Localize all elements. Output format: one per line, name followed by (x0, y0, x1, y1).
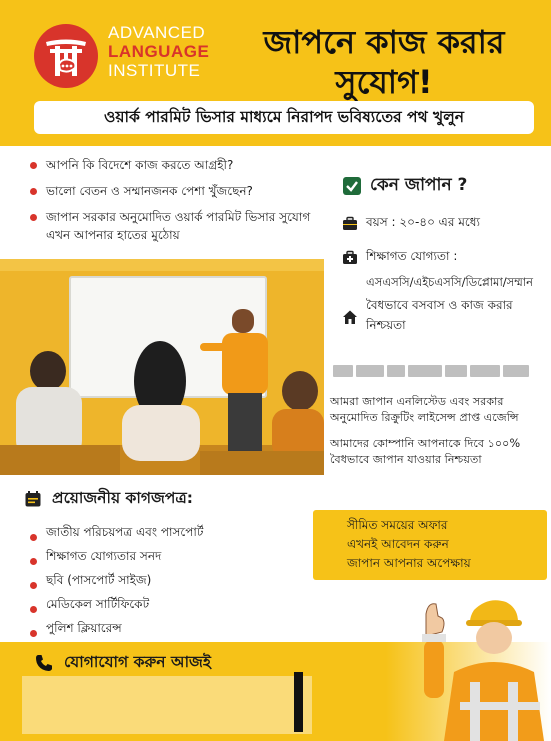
document-item-text: জাতীয় পরিচয়পত্র এবং পাসপোর্ট (46, 525, 204, 539)
offer-line-3: জাপান আপনার অপেক্ষায় (347, 556, 471, 570)
classroom-illustration (0, 259, 324, 475)
worker-thumbs-up-icon (414, 592, 551, 741)
bullet-item (24, 208, 324, 244)
bullet-dot-icon (30, 558, 37, 565)
institute-logo (34, 24, 98, 88)
agency-guarantee-text: আমাদের কোম্পানি আপনাকে দিবে ১০০% বৈধভাবে জাপান যাওয়ার নিশ্চয়তা (330, 437, 521, 466)
list-item (24, 594, 314, 618)
list-item (24, 546, 314, 570)
education-requirement (342, 248, 542, 268)
why-japan-title-text: কেন জাপান ? (370, 175, 468, 195)
contact-divider-mark (294, 672, 303, 732)
residence-guarantee (342, 297, 542, 337)
torii-gate-icon (34, 24, 98, 88)
required-documents (24, 486, 314, 642)
document-item-text: মেডিকেল সার্টিফিকেট (46, 597, 150, 611)
list-item (24, 570, 314, 594)
contact-title-text: যোগাযোগ করুন আজই (64, 653, 211, 671)
tagline-text: ওয়ার্ক পারমিট ভিসার মাধ্যমে নিরাপদ ভবিষ্যতের পথ খুলুন (104, 107, 464, 126)
why-japan-title (342, 172, 542, 200)
contact-details-area (22, 676, 312, 734)
education-label: শিক্ষাগত যোগ্যতা : (366, 249, 458, 263)
list-item (24, 618, 314, 642)
calendar-icon (24, 490, 42, 508)
bullet-dot-icon (30, 606, 37, 613)
age-requirement (342, 214, 542, 234)
logo-line-language: LANGUAGE (108, 42, 210, 61)
bullet-text: ভালো বেতন ও সম্মানজনক পেশা খুঁজছেন? (46, 184, 253, 198)
contact-title (34, 650, 211, 676)
document-item-text: শিক্ষাগত যোগ্যতার সনদ (46, 549, 162, 563)
age-requirement-text: বয়স : ২০-৪০ এর মধ্যে (366, 215, 480, 229)
bullet-dot-icon (30, 534, 37, 541)
agency-info (327, 360, 545, 478)
headline-line-2: সুযোগ! (335, 63, 433, 101)
logo-line-advanced: ADVANCED (108, 23, 206, 42)
list-item (24, 522, 314, 546)
briefcase-icon (342, 216, 358, 232)
limited-offer-box (313, 510, 547, 580)
bullet-dot-icon (30, 214, 37, 221)
bullet-dot-icon (30, 188, 37, 195)
document-item-text: ছবি (পাসপোর্ট সাইজ) (46, 573, 152, 587)
phone-icon (34, 653, 54, 673)
why-japan-section (342, 172, 542, 337)
bullet-text: আপনি কি বিদেশে কাজ করতে আগ্রহী? (46, 158, 234, 172)
intro-bullets (24, 156, 324, 252)
home-icon (342, 309, 358, 325)
documents-title (24, 486, 314, 512)
tagline-bar (34, 101, 534, 134)
offer-line-1: সীমিত সময়ের অফার (347, 518, 448, 532)
blurred-text (333, 360, 545, 382)
construction-worker-illustration (414, 592, 551, 741)
agency-licensed-text: আমরা জাপান এনলিস্টেড এবং সরকার অনুমোদিত রিক্রুটিং লাইসেন্স প্রাপ্ত এজেন্সি (330, 395, 519, 424)
documents-title-text: প্রয়োজনীয় কাগজপত্র: (52, 489, 193, 507)
document-item-text: পুলিশ ক্লিয়ারেন্স (46, 621, 122, 635)
institute-name (108, 24, 209, 79)
bullet-item (24, 182, 324, 200)
bullet-text: জাপান সরকার অনুমোদিত ওয়ার্ক পারমিট ভিসার সুযোগ এখন আপনার হাতের মুঠোয় (46, 210, 311, 242)
education-value: এসএসসি/এইচএসসি/ডিপ্লোমা/সম্মান (366, 275, 533, 289)
bullet-dot-icon (30, 162, 37, 169)
first-aid-kit-icon (342, 250, 358, 266)
page-title (228, 22, 540, 102)
residence-text: বৈধভাবে বসবাস ও কাজ করার নিশ্চয়তা (366, 298, 513, 332)
logo-line-institute: INSTITUTE (108, 61, 201, 80)
offer-line-2: এখনই আবেদন করুন (347, 537, 449, 551)
classroom-photo (0, 259, 324, 475)
headline-line-1: জাপনে কাজ করার (263, 23, 505, 61)
bullet-dot-icon (30, 630, 37, 637)
checkbox-check-icon (342, 176, 362, 196)
bullet-dot-icon (30, 582, 37, 589)
bullet-item (24, 156, 324, 174)
